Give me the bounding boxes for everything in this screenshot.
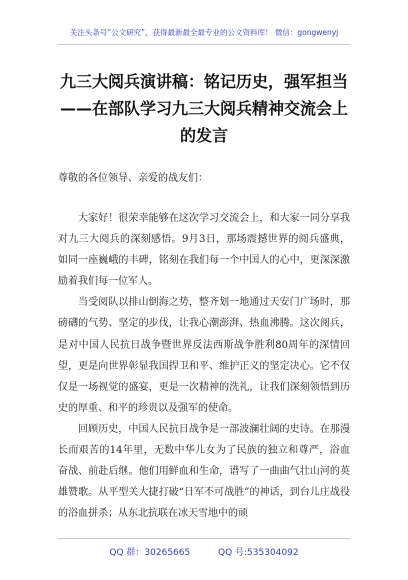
- paragraph: 回顾历史，中国人民抗日战争是一部波澜壮阔的史诗。在那漫长而艰苦的14年里，无数中华儿女为了民族的独立和尊严，浴血奋战、前赴后继。他们用鲜血和生命，谱写了一曲曲气壮山河的英雄赞歌。从平型关大捷打破“日军不可战胜”的神话，到台儿庄战役的浴血拼杀；从东北抗联在冰天雪地中的顽: [58, 423, 350, 520]
- footer: [58, 545, 350, 558]
- footer-qq-group: QQ 群：30265665: [109, 548, 191, 558]
- document-title: 九三大阅兵演讲稿：铭记历史，强军担当——在部队学习九三大阅兵精神交流会上的发言: [59, 72, 348, 145]
- header-divider: [58, 44, 350, 45]
- document-body: [58, 208, 350, 533]
- paragraph: 当受阅队以排山倒海之势，整齐划一地通过天安门广场时，那磅礴的气势、坚定的步伐，让我心潮澎湃、热血沸腾。这次阅兵，是对中国人民抗日战争暨世界反法西斯战争胜利80周年的深情回望，更是向世界彰显我国捍卫和平、维护正义的坚定决心。它不仅仅是一场视觉的盛宴，更是一次精神的洗礼，让我们深刻领悟到历史的厚重、和平的珍贵以及强军的使命。: [58, 297, 350, 414]
- footer-qq-number: QQ 号:535304092: [217, 548, 299, 558]
- salutation: 尊敬的各位领导、亲爱的战友们：: [58, 173, 208, 184]
- paragraph: 大家好！很荣幸能够在这次学习交流会上，和大家一同分享我对九三大阅兵的深刻感悟。9月3日，那场震撼世界的阅兵盛典，如同一座巍峨的丰碑，铭刻在我们每一个中国人的心中，更深深激励着我们每一位军人。: [58, 213, 350, 288]
- header-banner: 关注头条号“公文研究”，获得最新最全最专业的公文资料库！ 微信：gongwenyj: [69, 28, 339, 37]
- footer-divider: [58, 538, 350, 539]
